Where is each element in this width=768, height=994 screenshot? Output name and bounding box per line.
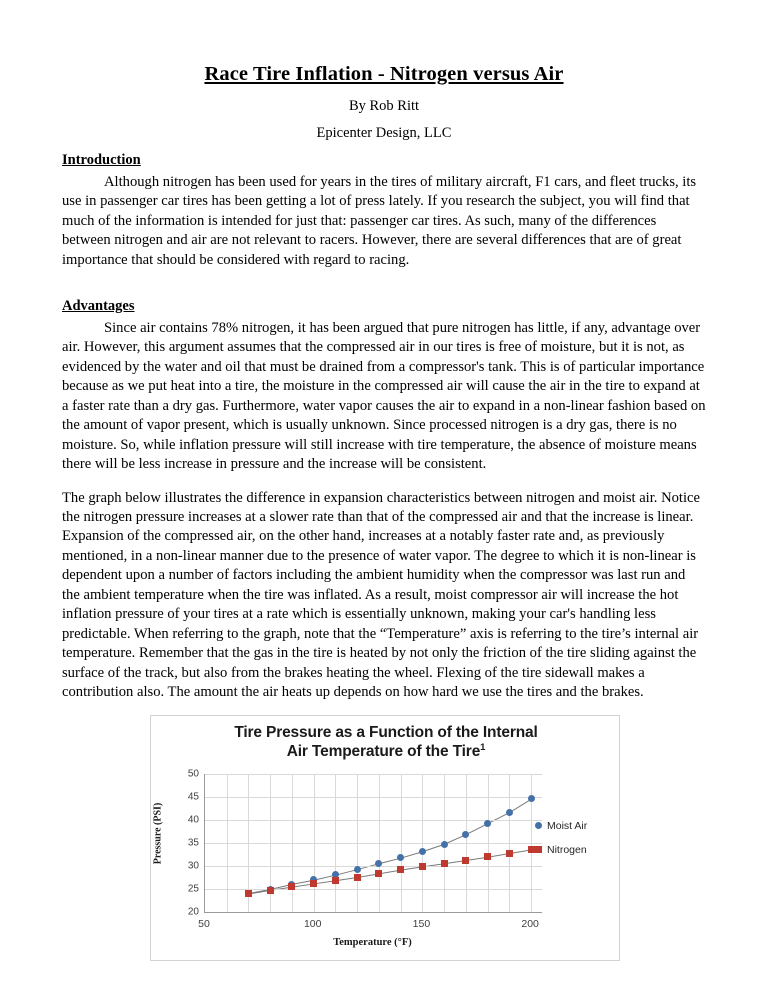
tire-pressure-chart bbox=[150, 715, 620, 961]
chart-title-line1: Tire Pressure as a Function of the Internal bbox=[234, 723, 538, 741]
gridline-vertical bbox=[509, 774, 510, 912]
gridline-vertical bbox=[401, 774, 402, 912]
y-axis-tick-label: 20 bbox=[187, 906, 199, 918]
y-axis-title: Pressure (PSI) bbox=[152, 802, 164, 864]
gridline-vertical bbox=[466, 774, 467, 912]
gridline-horizontal bbox=[205, 774, 542, 775]
chart-title bbox=[161, 724, 611, 762]
y-axis-tick-label: 50 bbox=[187, 768, 199, 780]
data-point-nitrogen bbox=[506, 850, 513, 857]
legend-item-moist-air bbox=[535, 820, 611, 832]
gridline-horizontal bbox=[205, 866, 542, 867]
paragraph-advantages-1: Since air contains 78% nitrogen, it has been argued that pure nitrogen has little, if any, advantage over air. However, this argument assumes that the compressed air in our tires is free of moisture, but it is not, as evidenced by the water and oil that must be drained from a compressor's tank. This is of particular importance because as we put heat into a tire, the moisture in the compressed air will cause the air in the tire to expand at a faster rate than a dry gas. Furthermore, water vapor causes the air to expand in a non-linear fashion based on the amount of vapor present, which is usually unknown. Since processed nitrogen is a dry gas, there is no moisture. So, while inflation pressure will still increase with tire temperature, the absence of moisture means there will be less increase in pressure and the increase will be consistent. bbox=[62, 319, 706, 473]
section-heading-advantages: Advantages bbox=[62, 298, 135, 315]
byline: By Rob Ritt bbox=[348, 97, 420, 114]
data-point-moist-air bbox=[441, 841, 448, 848]
data-point-moist-air bbox=[354, 866, 361, 873]
section-heading-introduction: Introduction bbox=[62, 152, 141, 169]
y-axis-tick-label: 30 bbox=[187, 860, 199, 872]
legend-circle-icon bbox=[535, 822, 542, 829]
x-axis-tick-label: 150 bbox=[412, 917, 431, 930]
legend-item-nitrogen bbox=[535, 844, 611, 856]
paragraph-introduction: Although nitrogen has been used for years in the tires of military aircraft, F1 cars, and fleet trucks, its use in passenger car tires has been getting a lot of press lately. If you research the subject, you will find that much of the information is intended for just that: passenger car tires. As such, many of the differences between nitrogen and air are not relevant to racers. However, there are several differences that are of great importance that should be considered with regard to racing. bbox=[62, 173, 697, 268]
data-point-nitrogen bbox=[462, 857, 469, 864]
y-axis-tick-label: 45 bbox=[187, 791, 199, 803]
data-point-nitrogen bbox=[310, 880, 317, 887]
gridline-horizontal bbox=[205, 889, 542, 890]
data-point-nitrogen bbox=[375, 870, 382, 877]
y-axis-ticks bbox=[173, 768, 199, 918]
gridline-horizontal bbox=[205, 843, 542, 844]
legend-label: Moist Air bbox=[547, 819, 588, 832]
x-axis-tick-label: 200 bbox=[521, 917, 539, 930]
page-title: Race Tire Inflation - Nitrogen versus Air bbox=[204, 63, 564, 85]
gridline-vertical bbox=[422, 774, 423, 912]
paragraph-advantages-2: The graph below illustrates the difference in expansion characteristics between nitrogen and moist air. Notice the nitrogen pressure increases at a slower rate than that of the compressed air and that the increase is linear. Expansion of the compressed air, on the other hand, increases at a notably faster rate and, as previously mentioned, in a non-linear manner due to the presence of water vapor. The degree to which it is non-linear is dependent upon a number of factors including the ambient humidity when the compressor was last run and the ambient temperature when the tire was inflated. As a result, moist compressor air will increase the hot inflation pressure of your tires at a rate which is essentially unknown, making your car's handling less predictable. When referring to the graph, note that the “Temperature” axis is referring to the tire’s internal air temperature. Remember that the gas in the tire is heated by not only the friction of the tire sliding against the surface of the track, but also from the brakes heating the wheel. Flexing of the tire sidewall makes a contribution also. The amount the air heats up depends on how hard we use the tires and the brakes. bbox=[62, 489, 700, 701]
data-point-moist-air bbox=[419, 848, 426, 855]
gridline-vertical bbox=[488, 774, 489, 912]
x-axis-tick-label: 50 bbox=[198, 917, 210, 930]
gridline-horizontal bbox=[205, 797, 542, 798]
y-axis-tick-label: 25 bbox=[187, 883, 199, 895]
gridline-vertical bbox=[531, 774, 532, 912]
plot-area bbox=[204, 774, 542, 913]
organization: Epicenter Design, LLC bbox=[316, 125, 452, 142]
legend-label: Nitrogen bbox=[547, 843, 587, 856]
data-point-nitrogen bbox=[397, 866, 404, 873]
data-point-nitrogen bbox=[419, 863, 426, 870]
series-line-moist-air bbox=[248, 799, 531, 893]
data-point-nitrogen bbox=[484, 853, 491, 860]
chart-legend bbox=[535, 820, 611, 868]
chart-container bbox=[150, 715, 620, 961]
gridline-horizontal bbox=[205, 820, 542, 821]
data-point-nitrogen bbox=[441, 860, 448, 867]
data-point-nitrogen bbox=[288, 883, 295, 890]
data-point-nitrogen bbox=[245, 890, 252, 897]
data-point-moist-air bbox=[506, 809, 513, 816]
gridline-vertical bbox=[314, 774, 315, 912]
gridline-vertical bbox=[292, 774, 293, 912]
data-point-moist-air bbox=[484, 820, 491, 827]
legend-square-icon bbox=[535, 846, 542, 853]
chart-title-line2: Air Temperature of the Tire bbox=[286, 742, 481, 760]
y-axis-tick-label: 40 bbox=[187, 814, 199, 826]
y-axis-tick-label: 35 bbox=[187, 837, 199, 849]
x-axis-tick-label: 100 bbox=[303, 917, 322, 930]
gridline-vertical bbox=[357, 774, 358, 912]
x-axis-title: Temperature (°F) bbox=[333, 936, 412, 948]
data-point-nitrogen bbox=[332, 877, 339, 884]
gridline-vertical bbox=[335, 774, 336, 912]
gridline-vertical bbox=[227, 774, 228, 912]
data-point-nitrogen bbox=[528, 846, 535, 853]
chart-title-footnote-marker: 1 bbox=[480, 741, 486, 753]
data-point-nitrogen bbox=[354, 874, 361, 881]
gridline-vertical bbox=[379, 774, 380, 912]
data-point-nitrogen bbox=[267, 887, 274, 894]
